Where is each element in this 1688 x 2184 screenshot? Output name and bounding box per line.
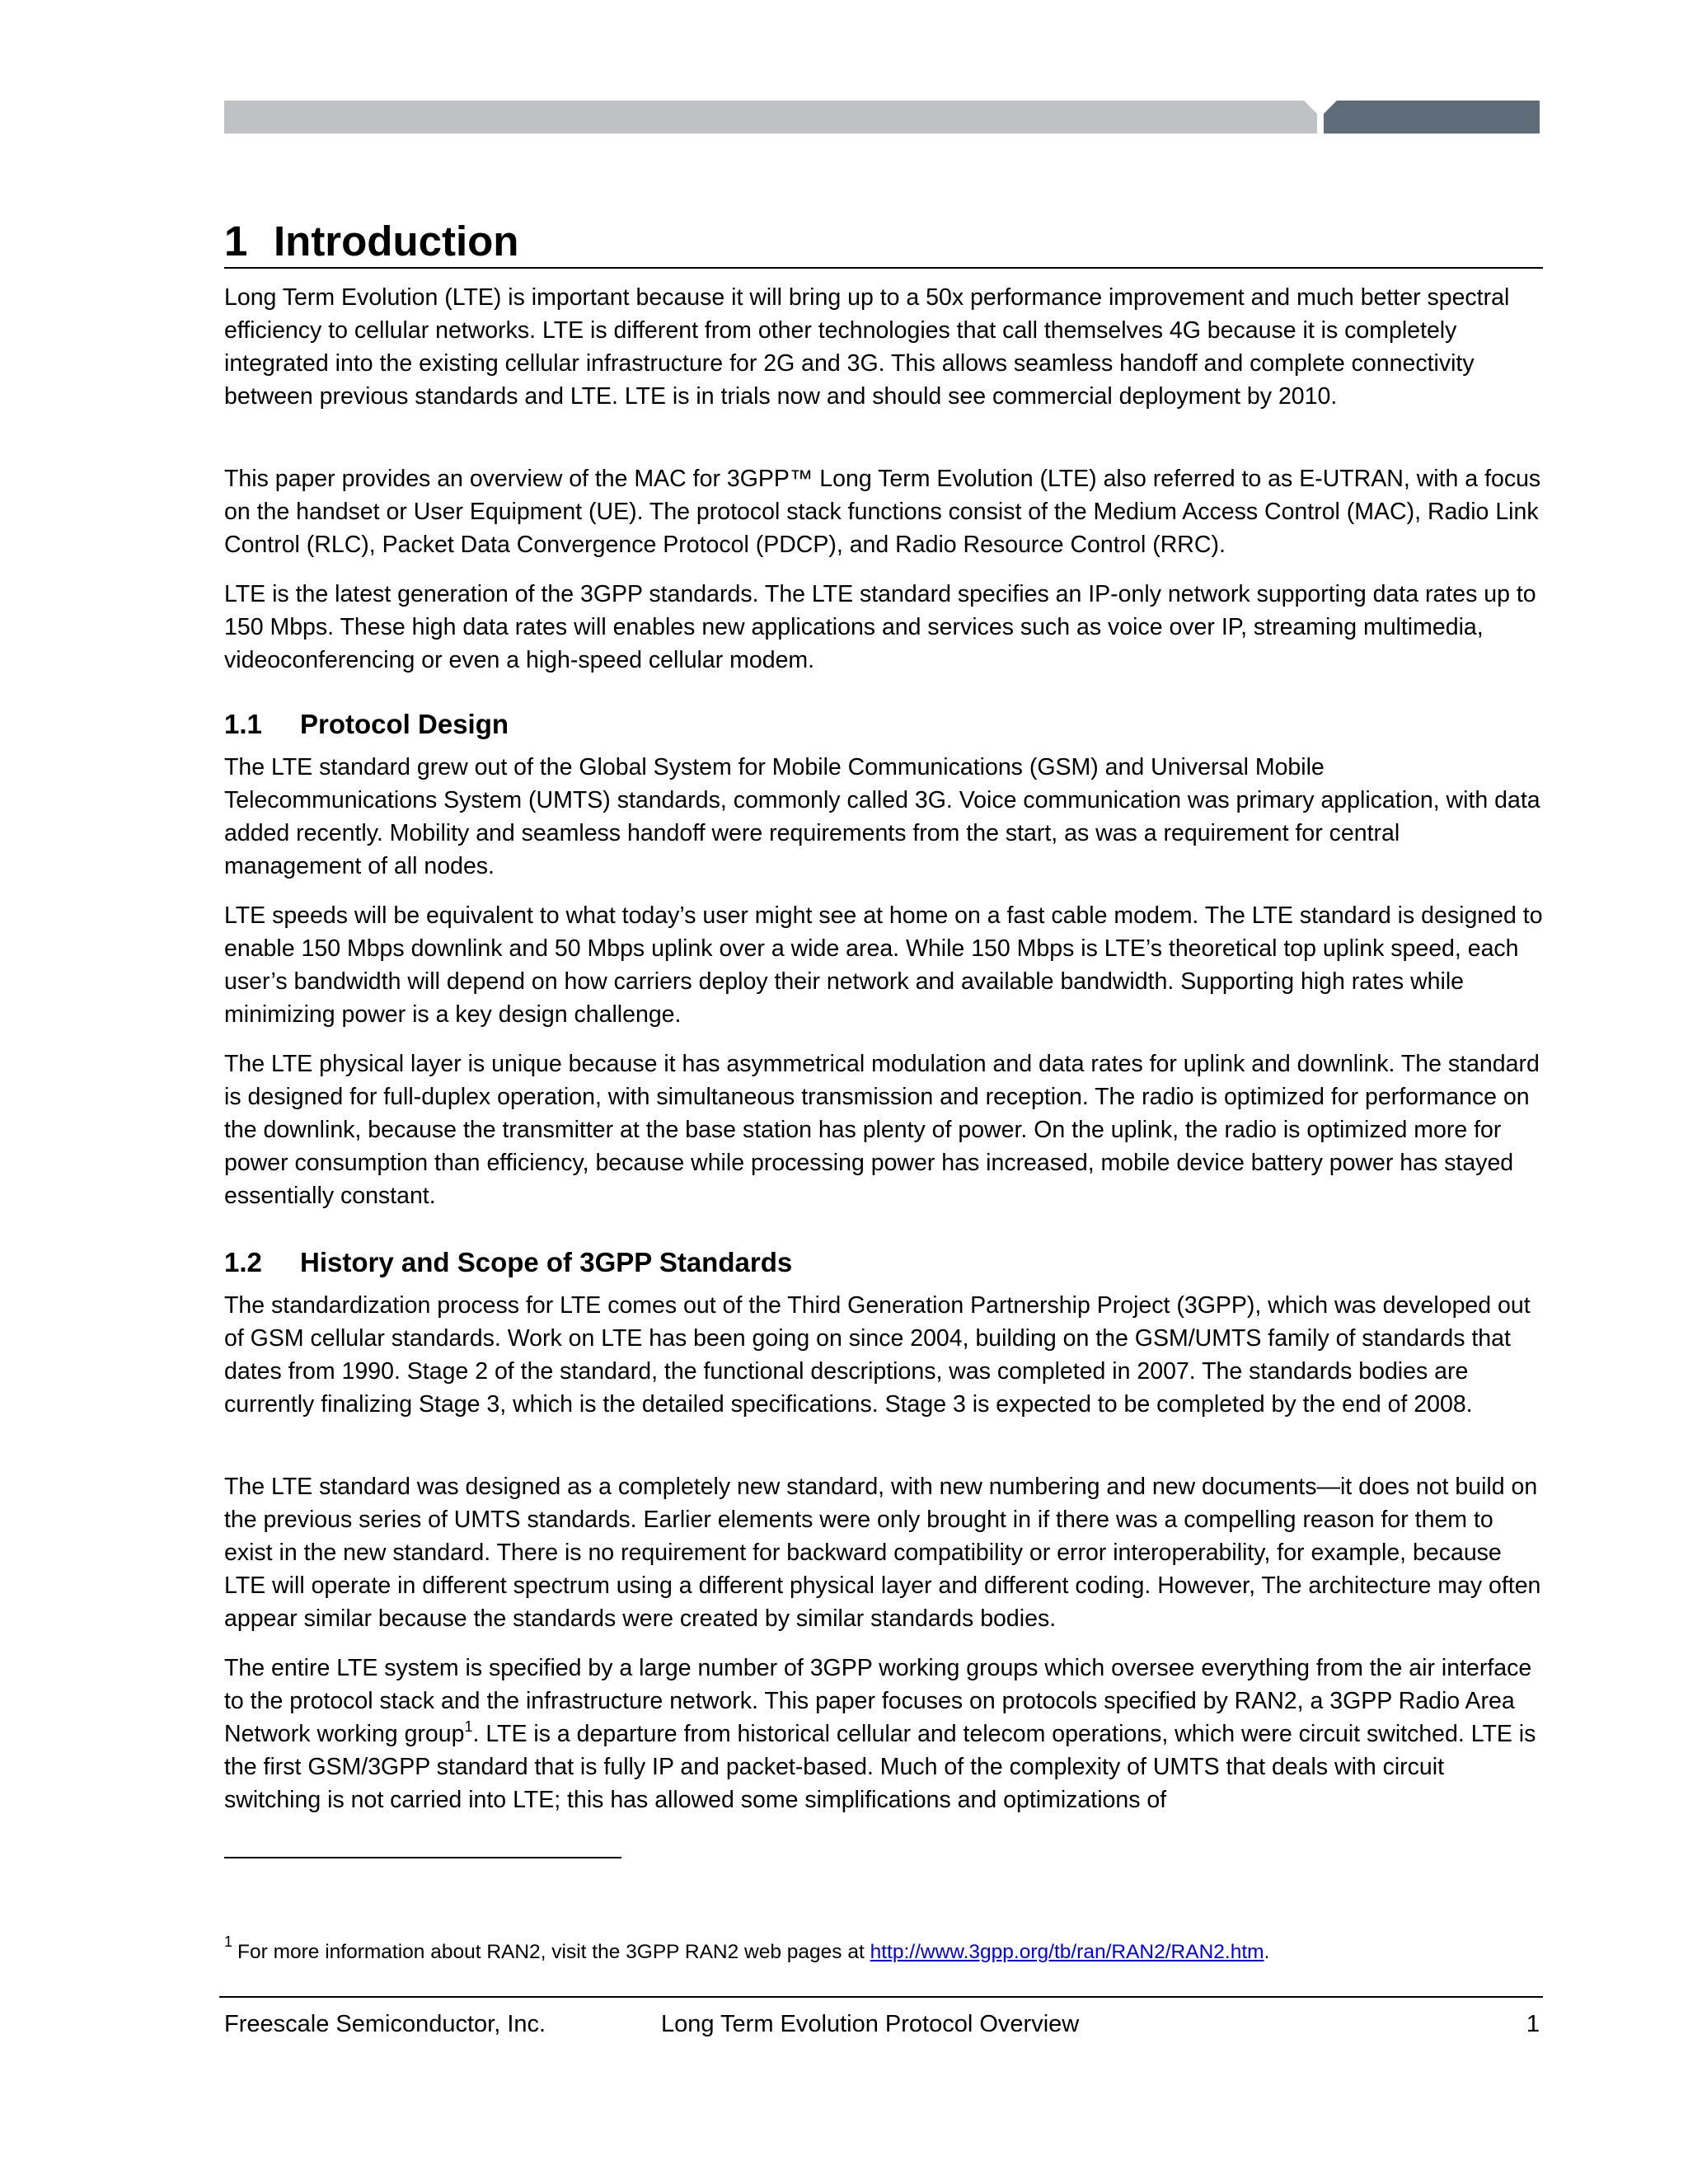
section-1-1-title: Protocol Design	[300, 709, 509, 739]
footnote-end: .	[1264, 1941, 1270, 1963]
header-decoration-bar	[224, 101, 1540, 134]
section-1-1-number: 1.1	[224, 709, 262, 739]
footnote-separator	[224, 1857, 621, 1858]
footnote-link[interactable]: http://www.3gpp.org/tb/ran/RAN2/RAN2.htm	[870, 1941, 1264, 1963]
intro-paragraph-2: This paper provides an overview of the MAC for 3GPP™ Long Term Evolution (LTE) also referred to as E-UTRAN, with a focus on the handset or User Equipment (UE). The protocol stack functions consist of the Medium Access Control (MAC), Radio Link Control (RLC), Packet Data Convergence Protocol (PDCP), and Radio Resource Control (RRC).	[224, 466, 1541, 558]
header-bar-light-segment	[224, 101, 1317, 134]
section-1-2-number: 1.2	[224, 1247, 262, 1277]
section-1-title: Introduction	[274, 218, 519, 265]
protocol-design-paragraph-2: LTE speeds will be equivalent to what today’s user might see at home on a fast cable modem. The LTE standard is designed to enable 150 Mbps downlink and 50 Mbps uplink over a wide area. While 150 Mbps is LTE’s theoretical top uplink speed, each user’s bandwidth will depend on how carriers deploy their network and available bandwidth. Supporting high rates while minimizing power is a key design challenge.	[224, 902, 1543, 1028]
page-footer	[224, 2008, 1540, 2041]
footnote	[224, 1925, 1543, 1969]
history-paragraph-3-start: The entire LTE system is specified by a large number of 3GPP working groups which oversee everything from the air interface to the protocol stack and the infrastructure network. This paper focuses on protocols specified by RAN2, a 3GPP Radio Area Network working group	[224, 1655, 1532, 1747]
section-1-2-heading	[224, 1245, 1543, 1280]
footer-divider	[219, 1996, 1543, 1998]
section-1-number: 1	[224, 218, 248, 265]
footer-document-title: Long Term Evolution Protocol Overview	[661, 2011, 1080, 2037]
footer-company: Freescale Semiconductor, Inc.	[224, 2011, 546, 2037]
section-1-heading	[224, 216, 1543, 269]
header-bar-graphic	[224, 101, 1540, 134]
history-paragraph-3-end: . LTE is a departure from historical cellular and telecom operations, which were circuit switched. LTE is the first GSM/3GPP standard that is fully IP and packet-based. Much of the complexity of UMTS that deals with circuit switching is not carried into LTE; this has allowed some simplifications and optimizations of	[224, 1721, 1536, 1813]
protocol-design-paragraph-3: The LTE physical layer is unique because it has asymmetrical modulation and data rates for uplink and downlink. The standard is designed for full-duplex operation, with simultaneous transmission and reception. The radio is optimized for performance on the downlink, because the transmitter at the base station has plenty of power. On the uplink, the radio is optimized more for power consumption than efficiency, because while processing power has increased, mobile device battery power has stayed essentially constant.	[224, 1051, 1540, 1209]
section-1-2-title: History and Scope of 3GPP Standards	[300, 1247, 793, 1277]
history-paragraph-2: The LTE standard was designed as a completely new standard, with new numbering and new documents—it does not build on the previous series of UMTS standards. Earlier elements were only brought in if there was a compelling reason for them to exist in the new standard. There is no requirement for backward compatibility or error interoperability, for example, because LTE will operate in different spectrum using a different physical layer and different coding. However, The architecture may often appear similar because the standards were created by similar standards bodies.	[224, 1474, 1541, 1632]
intro-paragraph-3: LTE is the latest generation of the 3GPP standards. The LTE standard specifies an IP-only network supporting data rates up to 150 Mbps. These high data rates will enables new applications and services such as voice over IP, streaming multimedia, videoconferencing or even a high-speed cellular modem.	[224, 581, 1536, 673]
section-1-1-heading	[224, 707, 1543, 742]
footnote-reference[interactable]: 1	[464, 1718, 473, 1735]
footnote-text: For more information about RAN2, visit the 3GPP RAN2 web pages at	[237, 1941, 870, 1963]
header-bar-dark-segment	[1324, 101, 1540, 134]
footnote-marker: 1	[224, 1933, 233, 1950]
history-paragraph-1: The standardization process for LTE comes out of the Third Generation Partnership Project (3GPP), which was developed out of GSM cellular standards. Work on LTE has been going on since 2004, building on the GSM/UMTS family of standards that dates from 1990. Stage 2 of the standard, the functional descriptions, was completed in 2007. The standards bodies are currently finalizing Stage 3, which is the detailed specifications. Stage 3 is expected to be completed by the end of 2008.	[224, 1292, 1531, 1418]
protocol-design-paragraph-1: The LTE standard grew out of the Global System for Mobile Communications (GSM) and Universal Mobile Telecommunications System (UMTS) standards, commonly called 3G. Voice communication was primary application, with data added recently. Mobility and seamless handoff were requirements from the start, as was a requirement for central management of all nodes.	[224, 754, 1540, 879]
history-paragraph-3	[224, 1652, 1543, 1816]
footer-page-number: 1	[1526, 2011, 1540, 2037]
intro-paragraph-1: Long Term Evolution (LTE) is important because it will bring up to a 50x performance improvement and much better spectral efficiency to cellular networks. LTE is different from other technologies that call themselves 4G because it is completely integrated into the existing cellular infrastructure for 2G and 3G. This allows seamless handoff and complete connectivity between previous standards and LTE. LTE is in trials now and should see commercial deployment by 2010.	[224, 284, 1510, 410]
